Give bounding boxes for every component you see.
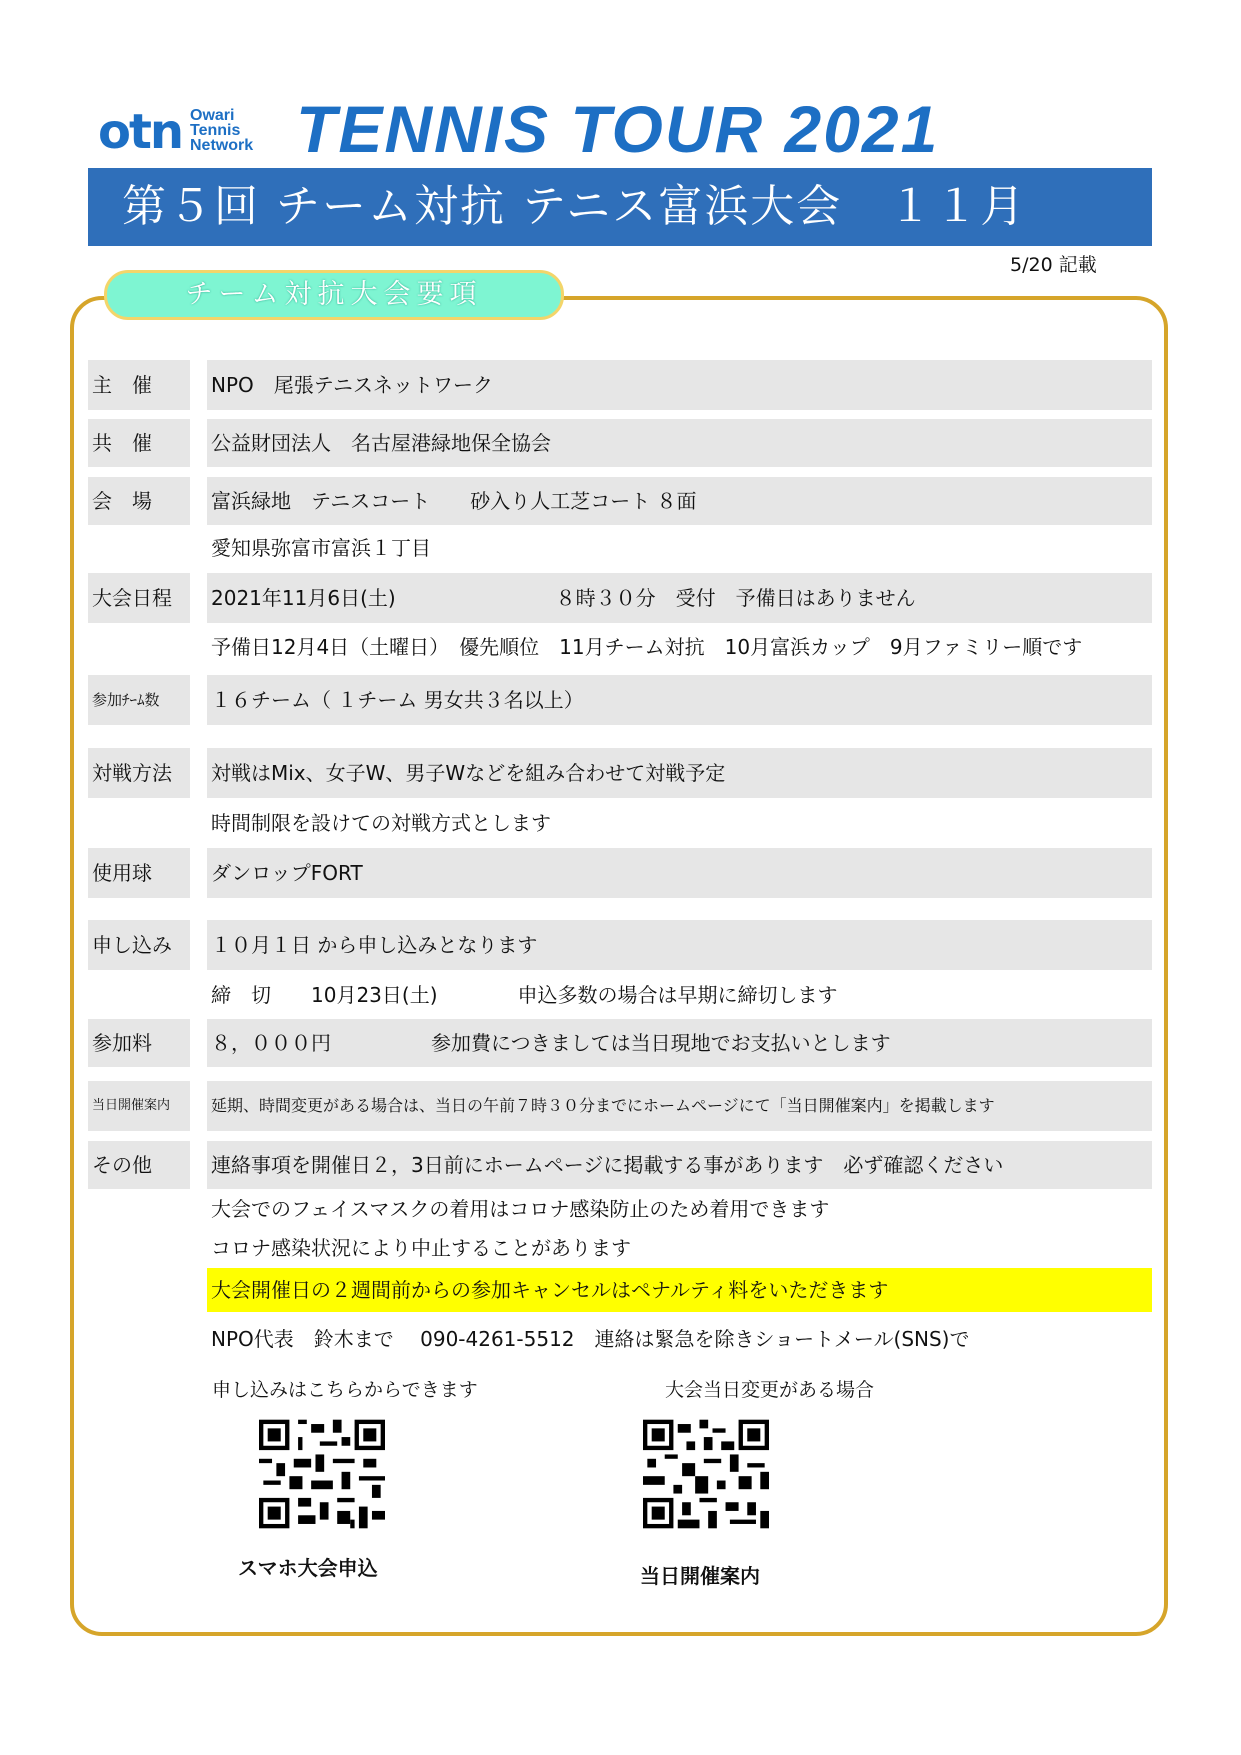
row-label-schedule: 大会日程 (88, 573, 190, 623)
row-value-venue: 富浜緑地 テニスコート 砂入り人工芝コート ８面 (207, 477, 1152, 525)
tour-title: TENNIS TOUR 2021 (296, 92, 940, 166)
qr-right-label: 当日開催案内 (640, 1564, 760, 1588)
row-label-organizer: 主 催 (88, 360, 190, 410)
logo-sub-line-1: Owari (190, 107, 235, 124)
row-value-format-time: 時間制限を設けての対戦方式とします (211, 811, 551, 835)
row-label-entry: 申し込み (88, 920, 190, 970)
logo-sub-line-3: Network (190, 137, 254, 154)
row-value-other-notice: 連絡事項を開催日２，3日前にホームページに掲載する事があります 必ず確認ください (207, 1141, 1152, 1189)
row-value-organizer: NPO 尾張テニスネットワーク (207, 360, 1152, 410)
row-label-cohost: 共 催 (88, 419, 190, 467)
qr-code-day-info[interactable] (643, 1418, 769, 1530)
row-label-other: その他 (88, 1141, 190, 1189)
qr-right-caption: 大会当日変更がある場合 (665, 1379, 875, 1401)
qr-code-entry[interactable] (259, 1418, 385, 1530)
penalty-highlight: 大会開催日の２週間前からの参加キャンセルはペナルティ料をいただきます (207, 1268, 1152, 1312)
row-value-venue-address: 愛知県弥富市富浜１丁目 (211, 536, 431, 560)
row-value-schedule: 2021年11月6日(土) ８時３０分 受付 予備日はありません (207, 573, 1152, 623)
row-label-venue: 会 場 (88, 477, 190, 525)
qr-left-caption: 申し込みはこちらからできます (212, 1379, 478, 1401)
logo-subtitle (190, 108, 290, 153)
row-value-format: 対戦はMix、女子W、男子Wなどを組み合わせて対戦予定 (207, 748, 1152, 798)
row-value-teams: １６チーム（ １チーム 男女共３名以上） (207, 675, 1152, 725)
event-title-bar: 第５回 チーム対抗 テニス富浜大会 １１月 (88, 168, 1152, 246)
row-value-entry: １０月１日 から申し込みとなります (207, 920, 1152, 970)
row-value-day-info: 延期、時間変更がある場合は、当日の午前７時３０分までにホームページにて「当日開催案内」を掲載します (207, 1081, 1152, 1131)
row-label-ball: 使用球 (88, 848, 190, 898)
section-tab: チーム対抗大会要項 (104, 270, 564, 320)
row-value-ball: ダンロップFORT (207, 848, 1152, 898)
date-note: 5/20 記載 (1010, 254, 1097, 276)
row-value-fee: ８，０００円 参加費につきましては当日現地でお支払いとします (207, 1019, 1152, 1067)
row-value-schedule-reserve: 予備日12月4日（土曜日） 優先順位 11月チーム対抗 10月富浜カップ 9月ファミリー順です (211, 635, 1083, 659)
row-label-format: 対戦方法 (88, 748, 190, 798)
row-value-cohost: 公益財団法人 名古屋港緑地保全協会 (207, 419, 1152, 467)
row-value-other-mask: 大会でのフェイスマスクの着用はコロナ感染防止のため着用できます (211, 1197, 830, 1221)
qr-left-label: スマホ大会申込 (238, 1556, 378, 1580)
row-label-fee: 参加料 (88, 1019, 190, 1067)
logo-sub-line-2: Tennis (190, 122, 241, 139)
otn-logo (98, 104, 283, 160)
row-label-day-info: 当日開催案内 (88, 1081, 190, 1131)
row-value-entry-deadline: 締 切 10月23日(土) 申込多数の場合は早期に締切します (211, 983, 838, 1007)
row-value-other-cancel: コロナ感染状況により中止することがあります (211, 1236, 631, 1260)
logo-mark: otn (98, 104, 183, 160)
row-label-teams: 参加ﾁｰﾑ数 (88, 675, 190, 725)
contact-line: NPO代表 鈴木まで 090-4261-5512 連絡は緊急を除きショートメール(SNS)で (211, 1327, 970, 1351)
